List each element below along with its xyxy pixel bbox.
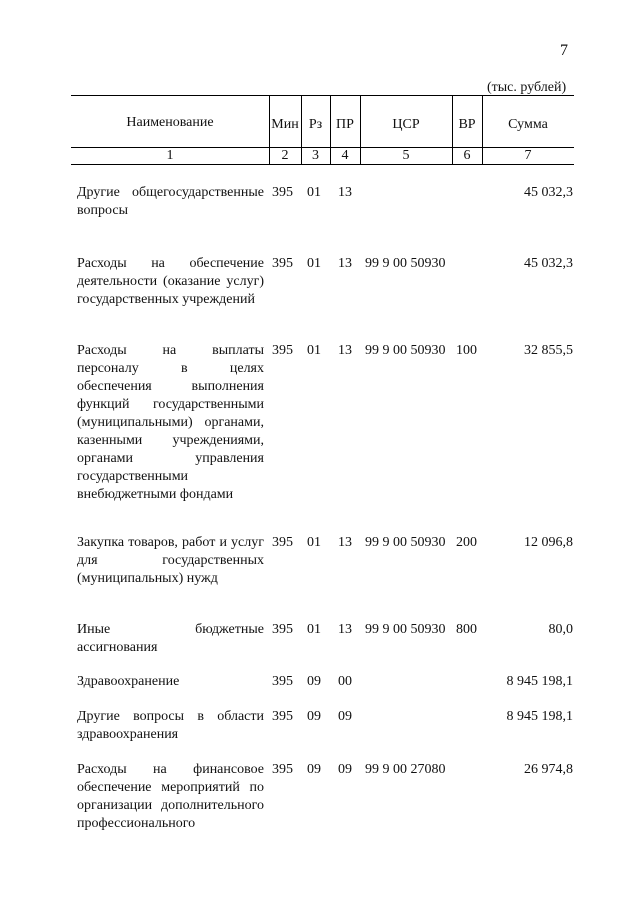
row-vr: 100 [456, 343, 477, 358]
header-vr: ВР [458, 117, 476, 132]
header-csr: ЦСР [392, 117, 420, 132]
row-name: Другие общегосударственные вопросы [77, 185, 264, 218]
page-number: 7 [560, 42, 568, 59]
header-sum: Сумма [508, 117, 548, 132]
row-name: Иные бюджетные ассигнования [77, 622, 264, 655]
column-number: 2 [281, 148, 289, 163]
row-pr: 13 [338, 185, 352, 200]
column-number: 6 [463, 148, 471, 163]
row-sum: 8 945 198,1 [506, 674, 573, 689]
row-csr: 99 9 00 50930 [365, 622, 446, 637]
row-csr: 99 9 00 50930 [365, 343, 446, 358]
row-pr: 00 [338, 674, 352, 689]
row-pr: 13 [338, 535, 352, 550]
row-sum: 26 974,8 [524, 762, 573, 777]
row-csr: 99 9 00 27080 [365, 762, 446, 777]
row-csr: 99 9 00 50930 [365, 256, 446, 271]
header-name: Наименование [126, 115, 214, 130]
row-pr: 13 [338, 622, 352, 637]
column-number: 4 [341, 148, 349, 163]
row-vr: 800 [456, 622, 477, 637]
column-number: 7 [524, 148, 532, 163]
row-vr: 200 [456, 535, 477, 550]
column-number: 1 [166, 148, 174, 163]
row-rz: 01 [307, 256, 321, 271]
row-name: Расходы на обеспечение деятельности (оказание услуг) государственных учреждений [77, 256, 264, 307]
row-rz: 01 [307, 535, 321, 550]
units-caption: (тыс. рублей) [487, 80, 567, 95]
header-top-rule [71, 95, 574, 96]
row-sum: 12 096,8 [524, 535, 573, 550]
row-sum: 80,0 [548, 622, 573, 637]
row-name: Расходы на финансовое обеспечение мероприятий по организации дополнительного профессионального [77, 762, 264, 831]
row-sum: 32 855,5 [524, 343, 573, 358]
row-pr: 09 [338, 762, 352, 777]
row-rz: 01 [307, 343, 321, 358]
row-sum: 45 032,3 [524, 185, 573, 200]
row-min: 395 [272, 343, 293, 358]
row-sum: 45 032,3 [524, 256, 573, 271]
row-rz: 09 [307, 762, 321, 777]
row-min: 395 [272, 622, 293, 637]
row-sum: 8 945 198,1 [506, 709, 573, 724]
row-min: 395 [272, 256, 293, 271]
header-min: Мин [271, 117, 299, 132]
row-name: Другие вопросы в области здравоохранения [77, 709, 264, 742]
header-pr: ПР [336, 117, 354, 132]
row-pr: 13 [338, 343, 352, 358]
row-min: 395 [272, 709, 293, 724]
row-name: Расходы на выплаты персоналу в целях обеспечения выполнения функций государственными (муниципальными) органами, казенными учреждениями, органами управления государственными внебюджетными фондами [77, 343, 264, 502]
row-rz: 09 [307, 674, 321, 689]
row-csr: 99 9 00 50930 [365, 535, 446, 550]
row-pr: 09 [338, 709, 352, 724]
row-pr: 13 [338, 256, 352, 271]
row-min: 395 [272, 674, 293, 689]
row-min: 395 [272, 535, 293, 550]
row-name: Закупка товаров, работ и услуг для государственных (муниципальных) нужд [77, 535, 264, 586]
row-rz: 01 [307, 622, 321, 637]
column-number: 5 [402, 148, 410, 163]
row-rz: 01 [307, 185, 321, 200]
row-min: 395 [272, 185, 293, 200]
header-rz: Рз [308, 117, 323, 132]
row-name: Здравоохранение [77, 674, 180, 689]
header-bottom-rule [71, 164, 574, 165]
row-min: 395 [272, 762, 293, 777]
column-number: 3 [312, 148, 319, 163]
row-rz: 09 [307, 709, 321, 724]
